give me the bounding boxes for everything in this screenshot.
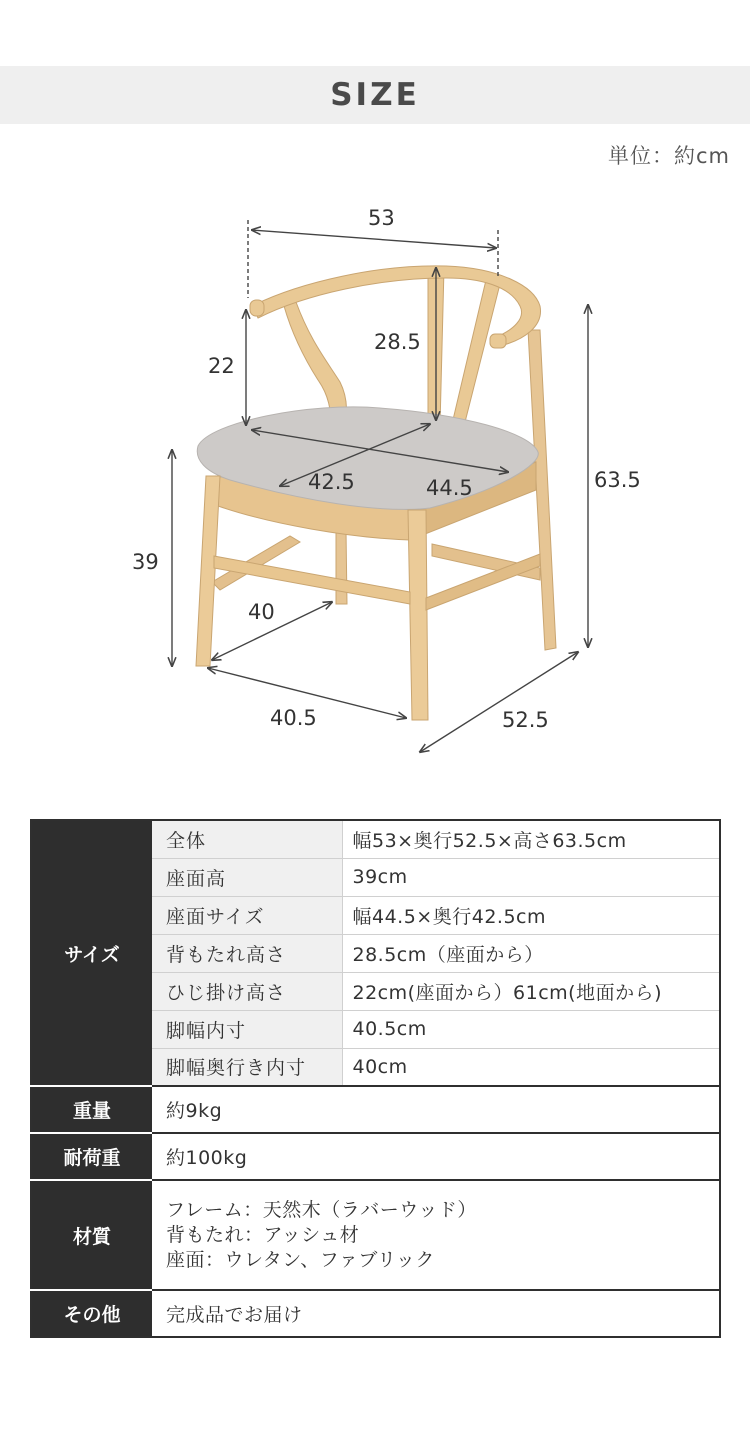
dim-total-height: 63.5 — [594, 468, 641, 492]
material-line: 背もたれ：アッシュ材 — [166, 1223, 360, 1246]
material-value — [152, 1180, 720, 1290]
row-label: 脚幅内寸 — [152, 1010, 342, 1048]
row-label: 背もたれ高さ — [152, 934, 342, 972]
dim-width-top: 53 — [368, 206, 395, 230]
dim-back-height: 28.5 — [374, 330, 421, 354]
section-title: SIZE — [330, 77, 420, 113]
row-label: 座面サイズ — [152, 896, 342, 934]
table-row — [31, 1133, 720, 1180]
category-material: 材質 — [31, 1180, 152, 1290]
row-label: ひじ掛け高さ — [152, 972, 342, 1010]
dim-inner-depth: 40 — [248, 600, 275, 624]
other-value: 完成品でお届け — [152, 1290, 720, 1337]
table-row — [31, 1290, 720, 1337]
row-label: 脚幅奥行き内寸 — [152, 1048, 342, 1086]
category-size: サイズ — [31, 820, 152, 1086]
row-value: 幅44.5×奥行42.5cm — [342, 896, 720, 934]
table-row — [31, 820, 720, 858]
material-line: フレーム：天然木（ラバーウッド） — [166, 1198, 477, 1221]
category-other: その他 — [31, 1290, 152, 1337]
dim-seat-width: 44.5 — [426, 476, 473, 500]
weight-value: 約9kg — [152, 1086, 720, 1133]
category-weight: 重量 — [31, 1086, 152, 1133]
front-stretcher — [214, 556, 410, 604]
row-value: 22cm(座面から）61cm(地面から) — [342, 972, 720, 1010]
row-value: 40.5cm — [342, 1010, 720, 1048]
material-line: 座面：ウレタン、ファブリック — [166, 1248, 435, 1271]
unit-note: 単位：約cm — [607, 144, 730, 168]
dim-inner-width: 40.5 — [270, 706, 317, 730]
row-label: 全体 — [152, 820, 342, 858]
row-value: 40cm — [342, 1048, 720, 1086]
table-row — [31, 1180, 720, 1290]
dim-seat-height: 39 — [132, 550, 159, 574]
row-value: 39cm — [342, 858, 720, 896]
row-value: 幅53×奥行52.5×高さ63.5cm — [342, 820, 720, 858]
chair-dimension-figure — [0, 170, 750, 790]
row-label: 座面高 — [152, 858, 342, 896]
load-value: 約100kg — [152, 1133, 720, 1180]
spec-table — [30, 819, 721, 1338]
row-value: 28.5cm（座面から） — [342, 934, 720, 972]
dim-depth: 52.5 — [502, 708, 549, 732]
category-load: 耐荷重 — [31, 1133, 152, 1180]
size-banner — [0, 66, 750, 124]
dim-armrest: 22 — [208, 354, 235, 378]
dim-seat-depth: 42.5 — [308, 470, 355, 494]
table-row — [31, 1086, 720, 1133]
